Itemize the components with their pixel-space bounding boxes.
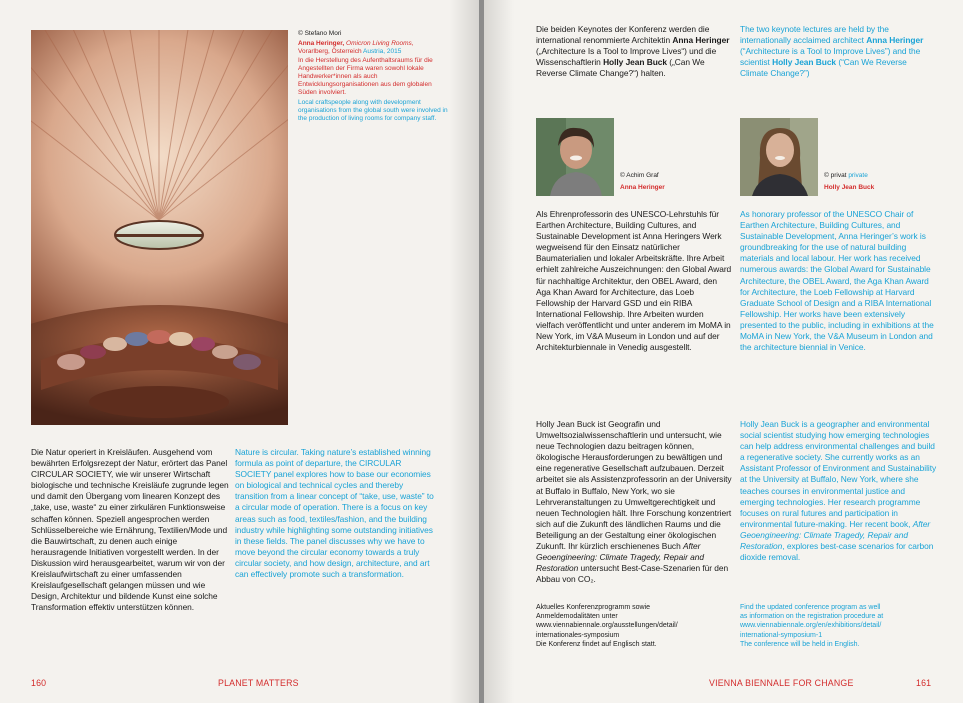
portrait2-credit: © privat (824, 172, 847, 179)
caption-architect: Anna Heringer, (298, 40, 345, 48)
buck-bio-de: Holly Jean Buck ist Geografin und Umweltsozialwissenschaftlerin und untersucht, wie neue Technologien dazu beitragen können, ökologische Herausforderungen zu bewältigen und eine regenerative Gesellschaft aufzubauen. Derzeit arbeitet sie als Assistenzprofessorin an der University at Buffalo in Buffalo, New York, wo sie Lehrveranstaltungen zu Umweltgerechtigkeit und neuen Technologien hält. Ihre Forschung konzentriert sich auf die Zukunft des ländlichen Raums und die Beteiligung an der Gestaltung einer ökologischen Zukunft. Ihr kürzlich erschienenes Buch After Geoengineering: Climate Tragedy, Repair and Restoration untersucht Best-Case-Szenarien für den Abbau von CO₂. (536, 419, 732, 585)
left-page (0, 0, 479, 703)
program-link-en[interactable]: www.viennabiennale.org/en/exhibitions/detail/ (740, 622, 882, 630)
portrait2-credit-en: private (848, 172, 868, 179)
portrait1-name: Anna Heringer (620, 184, 665, 191)
caption-project: Omicron Living Rooms, (346, 40, 414, 48)
keynote-name-buck-de: Holly Jean Buck (603, 57, 668, 68)
heringer-bio-en: As honorary professor of the UNESCO Chair of Earthen Architecture, Building Cultures, and Sustainable Development, Anna Heringer’s work is groundbreaking for the use of natural building materials and local labour. Her work has received numerous awards: the Global Award for Sustainable Architecture, the OBEL Award, the Aga Khan Award for Architecture, the Loeb Fellowship at Harvard Graduate School of Design and a RIBA International Fellowship. Her works have been extensively presented to the public, including in exhibitions at the MoMA in New York, the V&A Museum in London and the architecture biennial in Venice. (740, 209, 934, 353)
portrait-holly-jean-buck (740, 118, 818, 196)
panel-text-de: Die Natur operiert in Kreisläufen. Ausgehend vom bewährten Erfolgsrezept der Natur, erörtert das Panel CIRCULAR SOCIETY, wie wir unserer Wirtschaft biologische und technische Kreisläufe zugrunde legen und damit den Übergang vom linearen Konzept des „take, use, waste“ zu einer zirkulären Funktionsweise schaffen können. Speziell angesprochen werden Schlüsselbereiche wie Ernährung, Textilien/Mode und die Bauwirtschaft, zu denen auch einige herausragende Initiativen vorgestellt werden. In der Diskussion wird herausgearbeitet, warum wir von der Kreislaufwirtschaft zu einer umfassenden Kreislaufgesellschaft gelangen müssen und wie Design, Architektur und bildende Kunst eine solche Transformation effektiv unterstützen können. (31, 447, 229, 613)
keynote-intro-de: Die beiden Keynotes der Konferenz werden die international renommierte Architektin Anna Heringer („Architecture Is a Tool to Improve Lives“) und die Wissenschaftlerin Holly Jean Buck („Can We Reverse Climate Change?“) halten. (536, 24, 730, 79)
photo-credit: © Stefano Mori (298, 30, 342, 37)
panel-text-en: Nature is circular. Taking nature’s established winning formula as point of departure, the CIRCULAR SOCIETY panel explores how to base our economies on biological and technical cycles and thereby transition from a linear concept of “take, use, waste” to a circular mode of operation. There is a focus on key areas such as food, textiles/fashion, and the building industry while highlighting some outstanding initiatives in these fields. The panel discusses why we have to move beyond the circular economy towards a truly circular society, and how design, architecture, and art can effectively promote such a transformation. (235, 447, 434, 580)
buck-bio-en: Holly Jean Buck is a geographer and environmental social scientist studying how emerging technologies can help address environmental challenges and build a regenerative society. She currently works as an Assistant Professor of Environment and Sustainability at the University at Buffalo, New York, where she teaches courses in environmental justice and emerging technologies. Her research programme focuses on rural futures and participation in environmental future-making. Her recent book, After Geoengineering: Climate Tragedy, Repair and Restoration, explores best-case scenarios for carbon dioxide removal. (740, 419, 937, 563)
photo-caption (298, 30, 448, 123)
buck-book-title-en: After Geoengineering: Climate Tragedy, Repair and Restoration (740, 518, 931, 552)
keynote-name-buck-en: Holly Jean Buck (772, 57, 837, 68)
caption-place-de: Vorarlberg, Österreich (298, 48, 362, 56)
keynote-intro-en: The two keynote lectures are held by the internationally acclaimed architect Anna Heringer (“Architecture is a Tool to Improve Lives”) and the scientist Holly Jean Buck (“Can We Reverse Climate Change?”) (740, 24, 924, 79)
buck-book-title-de: After Geoengineering: Climate Tragedy, Repair and Restoration (536, 541, 704, 574)
right-page (484, 0, 963, 703)
keynote-name-heringer-de: Anna Heringer (672, 35, 730, 46)
keynote-name-heringer-en: Anna Heringer (866, 35, 924, 46)
portrait2-caption (824, 170, 874, 194)
caption-text-en: Local craftspeople along with development organisations from the global south were involved in the production of living rooms for company staff. (298, 98, 448, 123)
page-number-left: 160 (31, 678, 47, 688)
running-title-left: PLANET MATTERS (218, 678, 299, 688)
portrait1-credit: © Achim Graf (620, 172, 659, 179)
caption-text-de: In die Herstellung des Aufenthaltsraums für die Angestellten der Firma waren sowohl lokale Handwerker*innen als auch Entwicklungsorganisationen aus dem globalen Süden involviert. (298, 56, 433, 97)
caption-place-en: Austria, 2015 (363, 48, 402, 56)
portrait2-name: Holly Jean Buck (824, 184, 875, 191)
program-link-de[interactable]: www.viennabiennale.org/ausstellungen/detail/ (536, 622, 678, 630)
running-title-right: VIENNA BIENNALE FOR CHANGE (709, 678, 854, 688)
registration-info-en: Find the updated conference program as well as information on the registration procedure at www.viennabiennale.org/en/exhibitions/detail/ international-symposium-1 The conference will be held in English. (740, 603, 940, 649)
dome-interior-photo (31, 30, 288, 425)
heringer-bio-de: Als Ehrenprofessorin des UNESCO-Lehrstuhls für Earthen Architecture, Building Cultures, and Sustainable Development ist Anna Heringers Werk wegweisend für den Einsatz natürlicher Baumaterialien und lokaler Arbeitskräfte. Ihre Arbeit erhielt zahlreiche Auszeichnungen: den Global Award für nachhaltige Architektur, den OBEL Award, den Aga Khan Award for Architecture, das Loeb Fellowship der Harvard GSD und ein RIBA International Fellowship. Ihre Arbeiten wurden vielfach veröffentlicht und unter anderem im MoMA in New York, im V&A Museum in London und auf der Architekturbiennale in Venedig ausgestellt. (536, 209, 732, 353)
page-number-right: 161 (916, 678, 932, 688)
portrait-anna-heringer (536, 118, 614, 196)
portrait1-caption (620, 170, 665, 194)
registration-info-de: Aktuelles Konferenzprogramm sowie Anmeldemodalitäten unter www.viennabiennale.org/ausstellungen/detail/ internationales-symposium Die Konferenz findet auf Englisch statt. (536, 603, 732, 649)
